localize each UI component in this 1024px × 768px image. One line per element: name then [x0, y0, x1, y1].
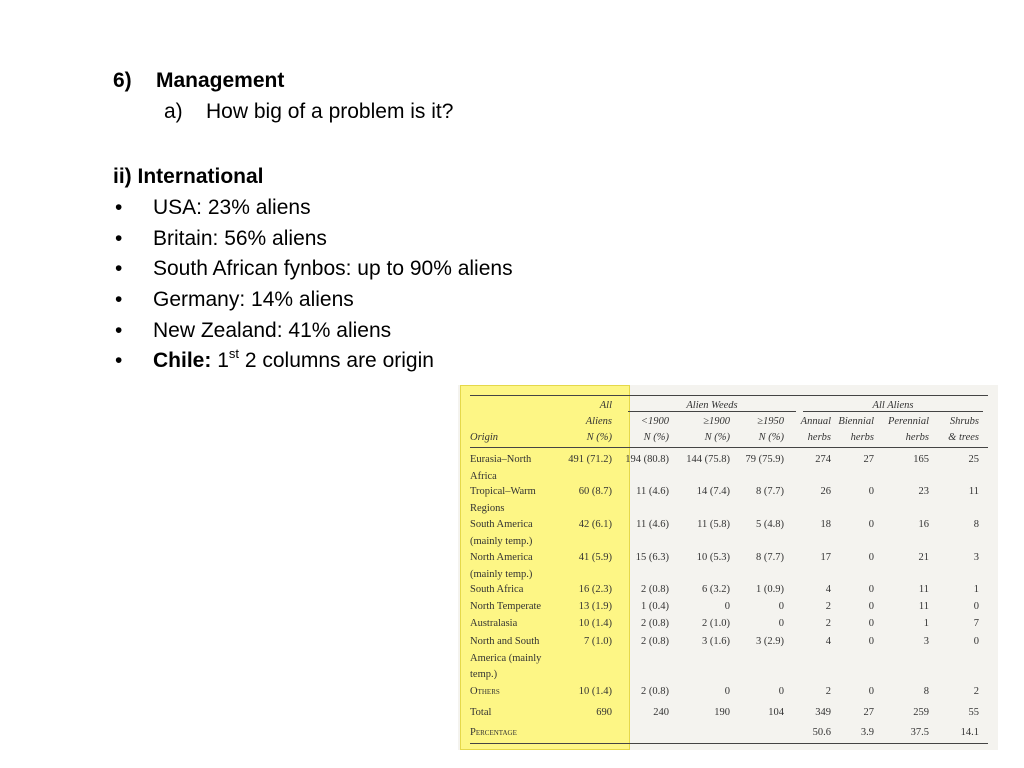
list-item — [113, 254, 513, 285]
all-cell: 690 — [596, 707, 612, 718]
all-cell: 13 (1.9) — [578, 601, 612, 612]
table-top-rule — [470, 395, 988, 396]
origin-cell: (mainly temp.) — [470, 568, 533, 580]
header-shrubs: & trees — [948, 432, 979, 443]
header-ge1900: ≥1900 — [703, 416, 730, 427]
header-all-aliens: All — [599, 400, 612, 411]
ge1950-cell: 8 (7.7) — [756, 486, 784, 497]
ge1950-cell: 5 (4.8) — [756, 519, 784, 530]
ge1900-cell: 11 (5.8) — [697, 519, 730, 530]
annual-cell: 2 — [825, 601, 831, 612]
perennial-cell: 1 — [923, 618, 929, 629]
biennial-cell: 0 — [868, 486, 874, 497]
lt1900-cell: 2 (0.8) — [641, 618, 669, 629]
header-all-aliens: N (%) — [586, 432, 612, 443]
lt1900-cell: 11 (4.6) — [636, 486, 669, 497]
lt1900-cell: 2 (0.8) — [641, 686, 669, 697]
annual-cell: 2 — [825, 686, 831, 697]
lt1900-cell: 240 — [653, 707, 669, 718]
bullet-text: 2 columns are origin — [244, 349, 434, 373]
ge1900-cell: 144 (75.8) — [686, 454, 730, 465]
bullet-text: Germany: 14% aliens — [153, 288, 354, 312]
origin-cell: Regions — [470, 502, 505, 514]
bullet-icon: • — [115, 288, 123, 312]
ge1900-cell: 0 — [724, 686, 730, 697]
bullet-icon: • — [115, 349, 123, 373]
origin-cell: North Temperate — [470, 601, 542, 612]
header-annual: Annual — [800, 416, 831, 427]
header-perennial: herbs — [905, 432, 929, 443]
shrubs-cell: 8 — [973, 519, 979, 530]
group-header-alien-weeds: Alien Weeds — [686, 400, 738, 411]
perennial-cell: 11 — [918, 584, 929, 595]
section-title: ii) International — [113, 165, 264, 188]
shrubs-cell: 14.1 — [960, 727, 979, 738]
perennial-cell: 37.5 — [910, 727, 929, 738]
origin-cell: (mainly temp.) — [470, 535, 533, 547]
origin-cell: South Africa — [470, 584, 524, 595]
origin-cell: temp.) — [470, 669, 498, 680]
ge1950-cell: 104 — [768, 707, 784, 718]
ordinal-suffix: st — [228, 346, 239, 362]
table-header-rule — [470, 447, 988, 448]
shrubs-cell: 25 — [968, 454, 979, 465]
chile-label: Chile: — [153, 349, 212, 373]
ge1900-cell: 6 (3.2) — [702, 584, 730, 595]
list-item — [113, 346, 513, 377]
shrubs-cell: 0 — [973, 636, 979, 647]
biennial-cell: 0 — [868, 601, 874, 612]
lt1900-cell: 11 (4.6) — [636, 519, 669, 530]
ge1950-cell: 1 (0.9) — [756, 584, 784, 595]
all-cell: 7 (1.0) — [584, 636, 612, 647]
list-item — [113, 193, 513, 224]
origin-cell: Tropical–Warm — [470, 486, 536, 497]
all-cell: 491 (71.2) — [568, 454, 612, 465]
header-all-aliens: Aliens — [585, 416, 612, 427]
all-cell: 42 (6.1) — [578, 519, 612, 530]
shrubs-cell: 2 — [973, 686, 979, 697]
bullet-icon: • — [115, 226, 123, 250]
annual-cell: 349 — [815, 707, 831, 718]
header-lt1900: <1900 — [640, 416, 669, 427]
perennial-cell: 16 — [918, 519, 929, 530]
bullet-icon: • — [115, 257, 123, 281]
biennial-cell: 3.9 — [860, 727, 874, 738]
group-header-all-aliens: All Aliens — [872, 400, 914, 411]
annual-cell: 26 — [820, 486, 831, 497]
list-item — [113, 316, 513, 347]
subheading-text: How big of a problem is it? — [206, 100, 454, 123]
lt1900-cell: 1 (0.4) — [641, 601, 669, 612]
bullet-text: USA: 23% aliens — [153, 196, 311, 219]
annual-cell: 50.6 — [812, 727, 831, 738]
biennial-cell: 27 — [863, 707, 874, 718]
header-annual: herbs — [807, 432, 831, 443]
ordinal-number: 1 — [217, 349, 229, 373]
shrubs-cell: 11 — [968, 486, 979, 497]
perennial-cell: 259 — [913, 707, 929, 718]
ge1950-cell: 3 (2.9) — [756, 636, 784, 647]
all-cell: 10 (1.4) — [578, 618, 612, 629]
shrubs-cell: 0 — [973, 601, 979, 612]
ge1900-cell: 10 (5.3) — [696, 552, 730, 563]
biennial-cell: 0 — [868, 519, 874, 530]
shrubs-cell: 7 — [973, 618, 979, 629]
bullet-icon: • — [115, 318, 123, 342]
ge1900-cell: 3 (1.6) — [702, 636, 730, 647]
perennial-cell: 11 — [918, 601, 929, 612]
header-perennial: Perennial — [887, 416, 929, 427]
lt1900-cell: 194 (80.8) — [625, 454, 669, 465]
annual-cell: 2 — [825, 618, 831, 629]
biennial-cell: 0 — [868, 686, 874, 697]
scanned-table-image — [458, 385, 998, 750]
header-biennial: herbs — [850, 432, 874, 443]
ge1900-cell: 190 — [714, 707, 730, 718]
all-cell: 16 (2.3) — [578, 584, 612, 595]
origin-cell: Africa — [470, 470, 497, 482]
perennial-cell: 165 — [913, 454, 929, 465]
annual-cell: 17 — [820, 552, 831, 563]
origin-cell: Australasia — [470, 618, 518, 629]
bullet-text: New Zealand: 41% aliens — [153, 318, 392, 342]
ge1900-cell: 2 (1.0) — [702, 618, 730, 629]
bullet-text: Britain: 56% aliens — [153, 226, 327, 250]
all-cell: 10 (1.4) — [578, 686, 612, 697]
origin-cell: Total — [470, 707, 492, 718]
list-item — [113, 224, 513, 255]
header-shrubs: Shrubs — [949, 416, 979, 427]
origin-cell: North and South — [470, 636, 540, 647]
header-biennial: Biennial — [838, 416, 874, 427]
header-ge1950: ≥1950 — [757, 416, 784, 427]
ge1900-cell: 0 — [724, 601, 730, 612]
annual-cell: 4 — [825, 636, 831, 647]
annual-cell: 18 — [820, 519, 831, 530]
shrubs-cell: 3 — [973, 552, 979, 563]
lt1900-cell: 15 (6.3) — [635, 552, 669, 563]
biennial-cell: 0 — [868, 618, 874, 629]
origin-cell: South America — [470, 519, 533, 530]
biennial-cell: 0 — [868, 636, 874, 647]
perennial-cell: 23 — [918, 486, 929, 497]
ge1950-cell: 0 — [778, 618, 784, 629]
ge1950-cell: 0 — [778, 601, 784, 612]
biennial-cell: 0 — [868, 552, 874, 563]
origin-cell: Others — [470, 686, 500, 697]
table-bottom-rule — [470, 743, 988, 744]
perennial-cell: 8 — [923, 686, 929, 697]
origin-cell: America (mainly — [470, 652, 542, 664]
ge1950-cell: 79 (75.9) — [745, 454, 784, 465]
subheading-letter: a) — [164, 100, 183, 123]
slide-heading-title: Management — [156, 69, 285, 92]
bullet-text: South African fynbos: up to 90% aliens — [153, 257, 513, 281]
bullet-icon: • — [115, 196, 123, 219]
biennial-cell: 27 — [863, 454, 874, 465]
list-item — [113, 285, 513, 316]
slide-heading-number: 6) — [113, 69, 132, 92]
header-ge1950: N (%) — [758, 432, 784, 443]
lt1900-cell: 2 (0.8) — [641, 584, 669, 595]
origin-cell: Percentage — [470, 727, 517, 738]
ge1900-cell: 14 (7.4) — [696, 486, 730, 497]
annual-cell: 4 — [825, 584, 831, 595]
shrubs-cell: 55 — [968, 707, 979, 718]
origin-cell: North America — [470, 552, 533, 563]
bullet-list — [113, 193, 513, 377]
ge1950-cell: 8 (7.7) — [756, 552, 784, 563]
biennial-cell: 0 — [868, 584, 874, 595]
all-cell: 60 (8.7) — [578, 486, 612, 497]
perennial-cell: 3 — [923, 636, 929, 647]
annual-cell: 274 — [815, 454, 831, 465]
ge1950-cell: 0 — [778, 686, 784, 697]
lt1900-cell: 2 (0.8) — [641, 636, 669, 647]
origin-cell: Eurasia–North — [470, 454, 532, 465]
all-cell: 41 (5.9) — [578, 552, 612, 563]
header-ge1900: N (%) — [704, 432, 730, 443]
header-origin: Origin — [470, 432, 499, 443]
perennial-cell: 21 — [918, 552, 929, 563]
header-lt1900: N (%) — [643, 432, 669, 443]
shrubs-cell: 1 — [973, 584, 979, 595]
